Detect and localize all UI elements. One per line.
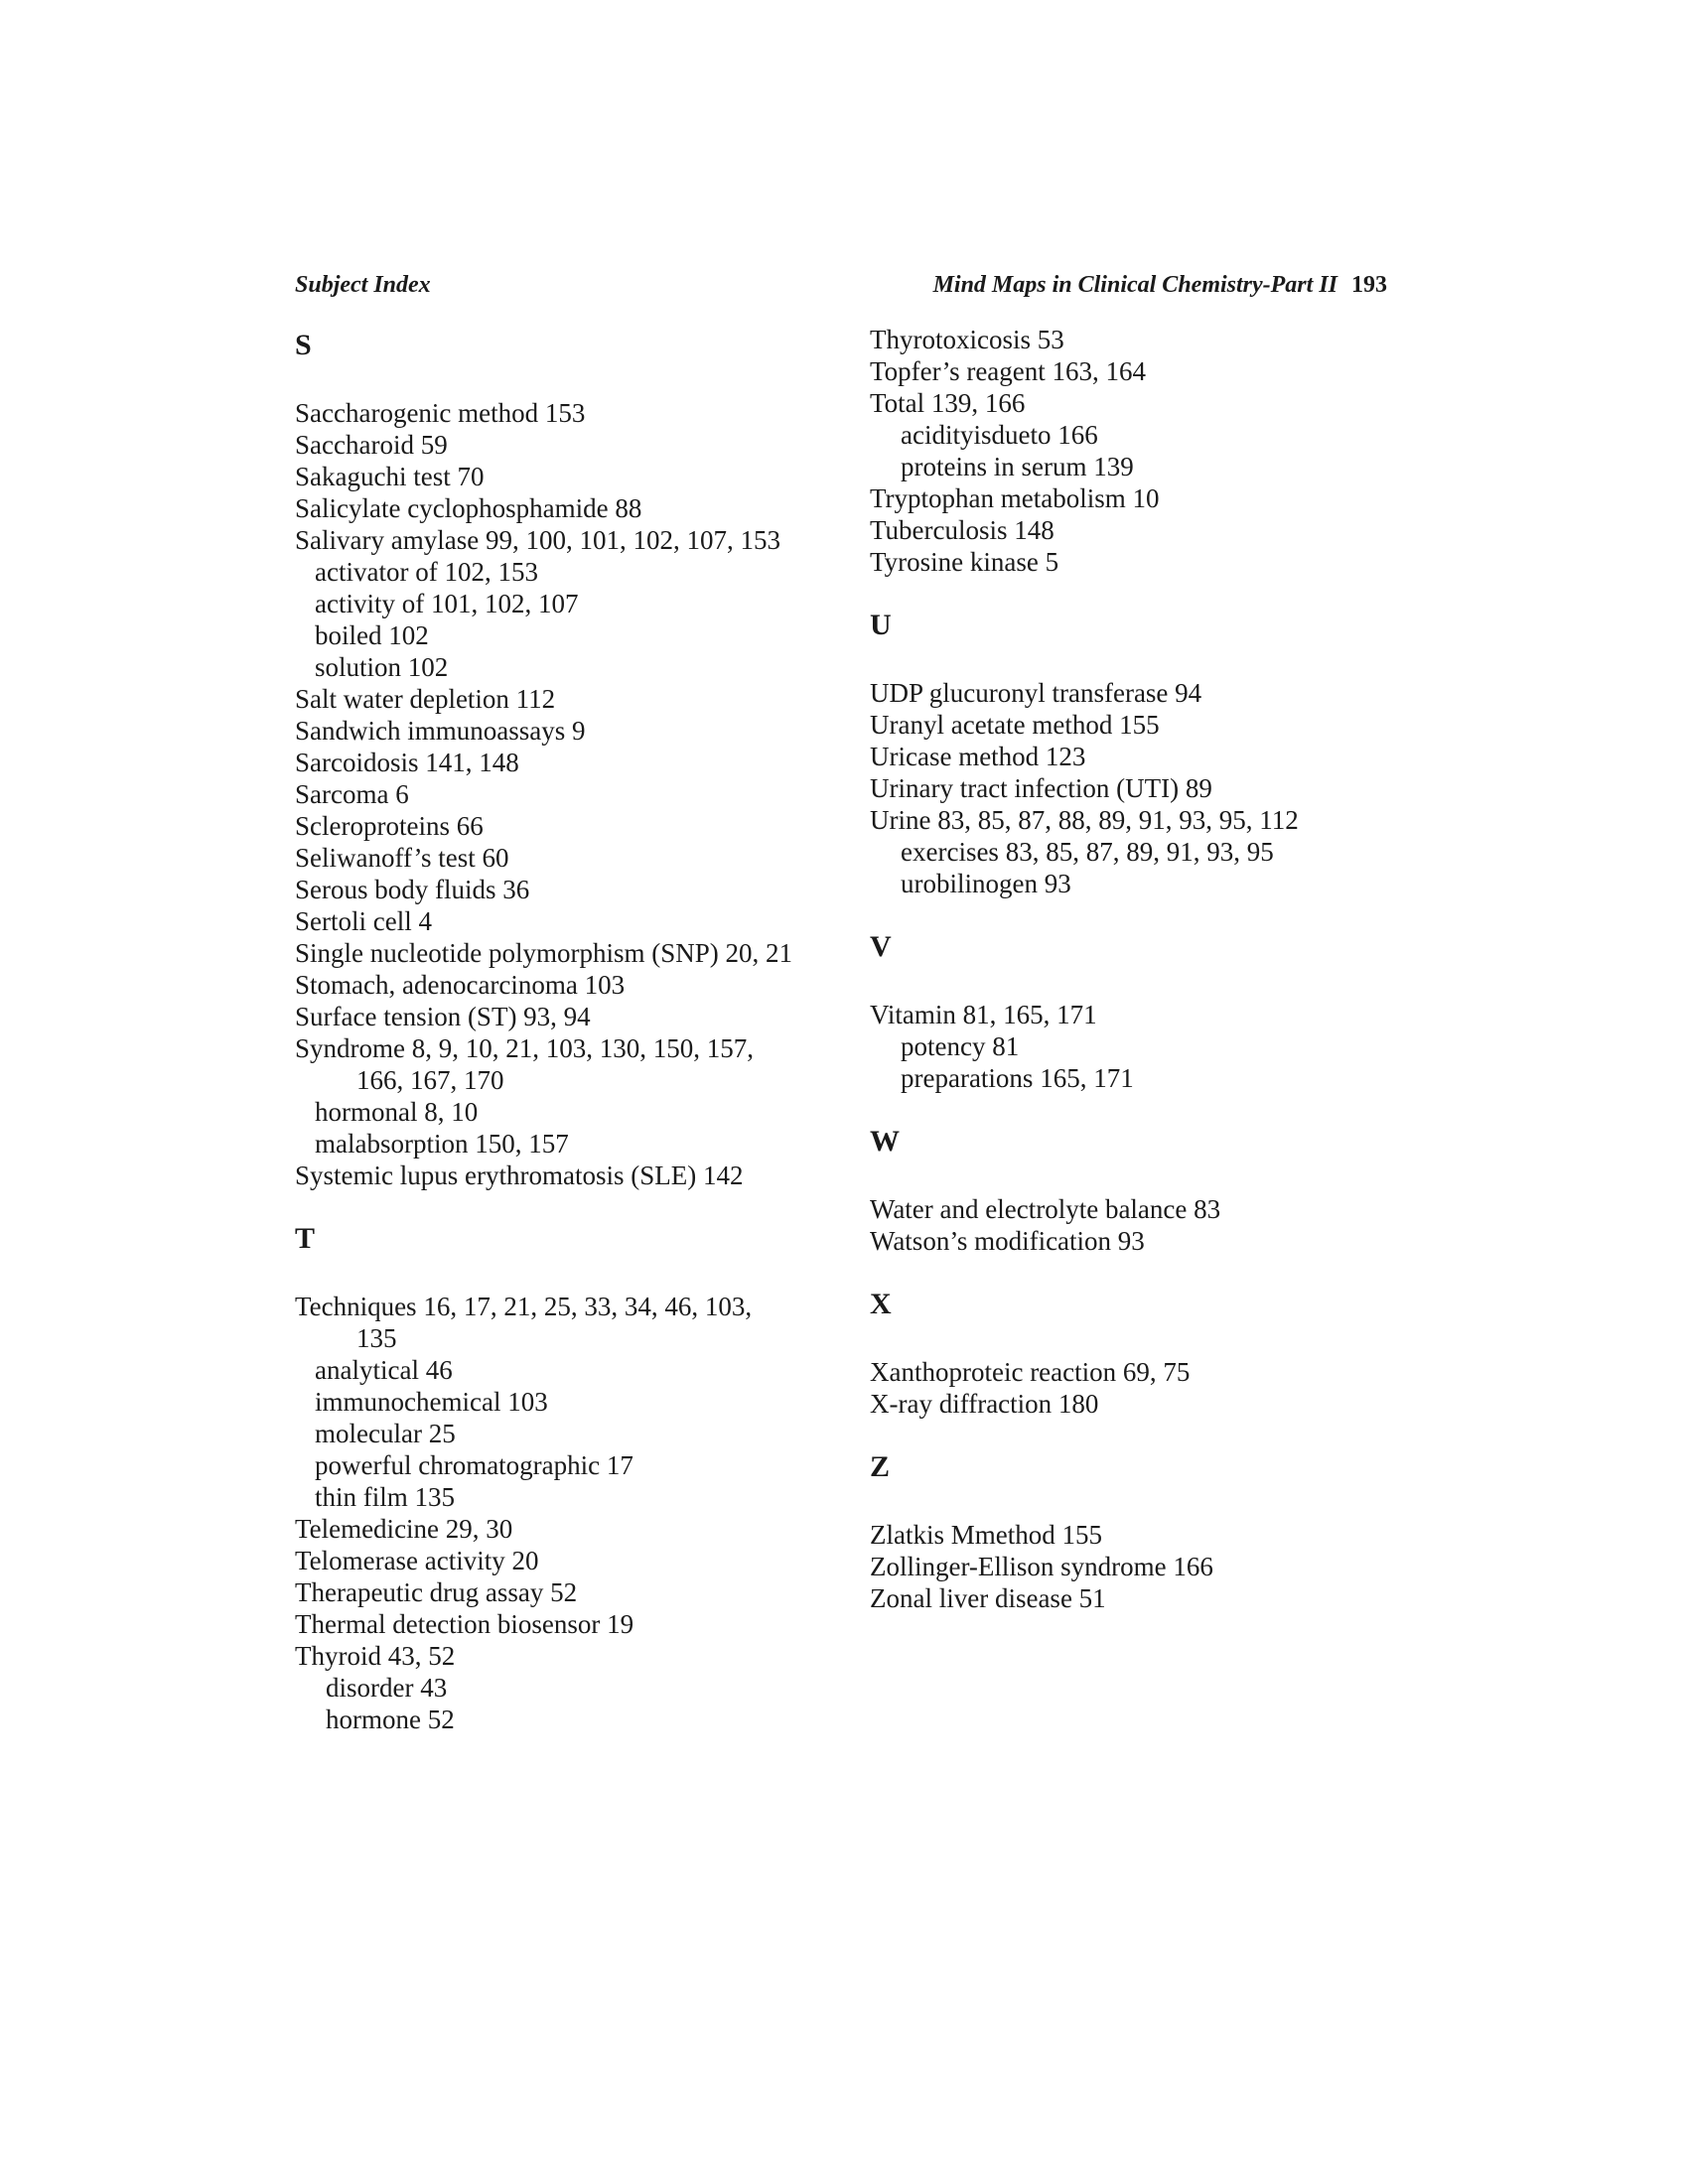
index-entry: Thyroid 43, 52	[295, 1641, 456, 1671]
index-subentry: disorder 43	[326, 1673, 448, 1703]
index-entry: Sarcoma 6	[295, 779, 409, 809]
index-entry-continuation: 166, 167, 170	[356, 1065, 504, 1095]
index-subentry: powerful chromatographic 17	[315, 1450, 633, 1480]
index-entry: Serous body fluids 36	[295, 875, 530, 904]
book-title: Mind Maps in Clinical Chemistry-Part II	[932, 272, 1337, 298]
index-entry: UDP glucuronyl transferase 94	[870, 678, 1202, 708]
index-entry-continuation: 135	[356, 1323, 397, 1353]
index-entry: Salicylate cyclophosphamide 88	[295, 493, 642, 523]
index-subentry: immunochemical 103	[315, 1387, 548, 1417]
index-entry: Xanthoproteic reaction 69, 75	[870, 1357, 1191, 1387]
index-entry: Topfer’s reagent 163, 164	[870, 356, 1147, 386]
section-letter-t: T	[295, 1222, 316, 1255]
index-entry: Zollinger-Ellison syndrome 166	[870, 1552, 1213, 1581]
index-entry: Syndrome 8, 9, 10, 21, 103, 130, 150, 157,	[295, 1033, 754, 1063]
index-entry: Therapeutic drug assay 52	[295, 1577, 578, 1607]
index-entry: Water and electrolyte balance 83	[870, 1194, 1221, 1224]
index-entry: Telomerase activity 20	[295, 1546, 539, 1575]
index-subentry: activity of 101, 102, 107	[315, 589, 579, 618]
section-letter-u: U	[870, 609, 892, 641]
index-entry: Thermal detection biosensor 19	[295, 1609, 634, 1639]
index-entry: Salivary amylase 99, 100, 101, 102, 107, 153	[295, 525, 780, 555]
index-subentry: molecular 25	[315, 1419, 456, 1448]
section-letter-w: W	[870, 1125, 900, 1158]
index-subentry: thin film 135	[315, 1482, 455, 1512]
index-entry: Surface tension (ST) 93, 94	[295, 1002, 591, 1031]
index-entry: Sarcoidosis 141, 148	[295, 748, 519, 777]
index-entry: Scleroproteins 66	[295, 811, 484, 841]
index-entry: Telemedicine 29, 30	[295, 1514, 513, 1544]
index-subentry: acidityisdueto 166	[901, 420, 1098, 450]
index-entry: Watson’s modification 93	[870, 1226, 1145, 1256]
section-letter-z: Z	[870, 1450, 891, 1483]
index-entry: Tyrosine kinase 5	[870, 547, 1059, 577]
index-entry: Total 139, 166	[870, 388, 1026, 418]
index-subentry: preparations 165, 171	[901, 1063, 1134, 1093]
index-entry: Sandwich immunoassays 9	[295, 716, 586, 746]
running-head-right	[933, 272, 1387, 299]
index-subentry: potency 81	[901, 1031, 1020, 1061]
index-subentry: analytical 46	[315, 1355, 453, 1385]
index-subentry: urobilinogen 93	[901, 869, 1071, 898]
index-subentry: solution 102	[315, 652, 449, 682]
index-entry: Urinary tract infection (UTI) 89	[870, 773, 1212, 803]
index-column-left	[295, 324, 851, 1735]
index-entry: Urine 83, 85, 87, 88, 89, 91, 93, 95, 112	[870, 805, 1299, 835]
running-head	[295, 272, 1387, 306]
index-entry: Tryptophan metabolism 10	[870, 483, 1160, 513]
index-entry: Seliwanoff’s test 60	[295, 843, 509, 873]
index-subentry: boiled 102	[315, 620, 429, 650]
index-entry: Stomach, adenocarcinoma 103	[295, 970, 626, 1000]
section-letter-x: X	[870, 1288, 892, 1320]
index-subentry: hormonal 8, 10	[315, 1097, 479, 1127]
index-entry: Systemic lupus erythromatosis (SLE) 142	[295, 1160, 744, 1190]
index-entry: Saccharoid 59	[295, 430, 448, 460]
index-entry: Single nucleotide polymorphism (SNP) 20, 21	[295, 938, 792, 968]
index-entry: Saccharogenic method 153	[295, 398, 586, 428]
index-entry: X-ray diffraction 180	[870, 1389, 1099, 1419]
index-entry: Sertoli cell 4	[295, 906, 432, 936]
index-entry: Uricase method 123	[870, 742, 1086, 771]
index-entry: Thyrotoxicosis 53	[870, 325, 1064, 354]
index-column-right	[870, 324, 1426, 1614]
index-entry: Zlatkis Mmethod 155	[870, 1520, 1102, 1550]
index-entry: Tuberculosis 148	[870, 515, 1055, 545]
index-entry: Techniques 16, 17, 21, 25, 33, 34, 46, 103,	[295, 1292, 753, 1321]
index-entry: Zonal liver disease 51	[870, 1583, 1106, 1613]
section-letter-s: S	[295, 329, 312, 361]
section-letter-v: V	[870, 930, 892, 963]
index-subentry: proteins in serum 139	[901, 452, 1134, 481]
index-subentry: malabsorption 150, 157	[315, 1129, 569, 1159]
index-entry: Vitamin 81, 165, 171	[870, 1000, 1097, 1029]
index-subentry: exercises 83, 85, 87, 89, 91, 93, 95	[901, 837, 1274, 867]
index-subentry: hormone 52	[326, 1705, 455, 1734]
index-entry: Salt water depletion 112	[295, 684, 556, 714]
index-entry: Sakaguchi test 70	[295, 462, 485, 491]
page-number: 193	[1351, 272, 1387, 298]
index-subentry: activator of 102, 153	[315, 557, 538, 587]
running-head-left: Subject Index	[295, 272, 431, 298]
index-entry: Uranyl acetate method 155	[870, 710, 1160, 740]
